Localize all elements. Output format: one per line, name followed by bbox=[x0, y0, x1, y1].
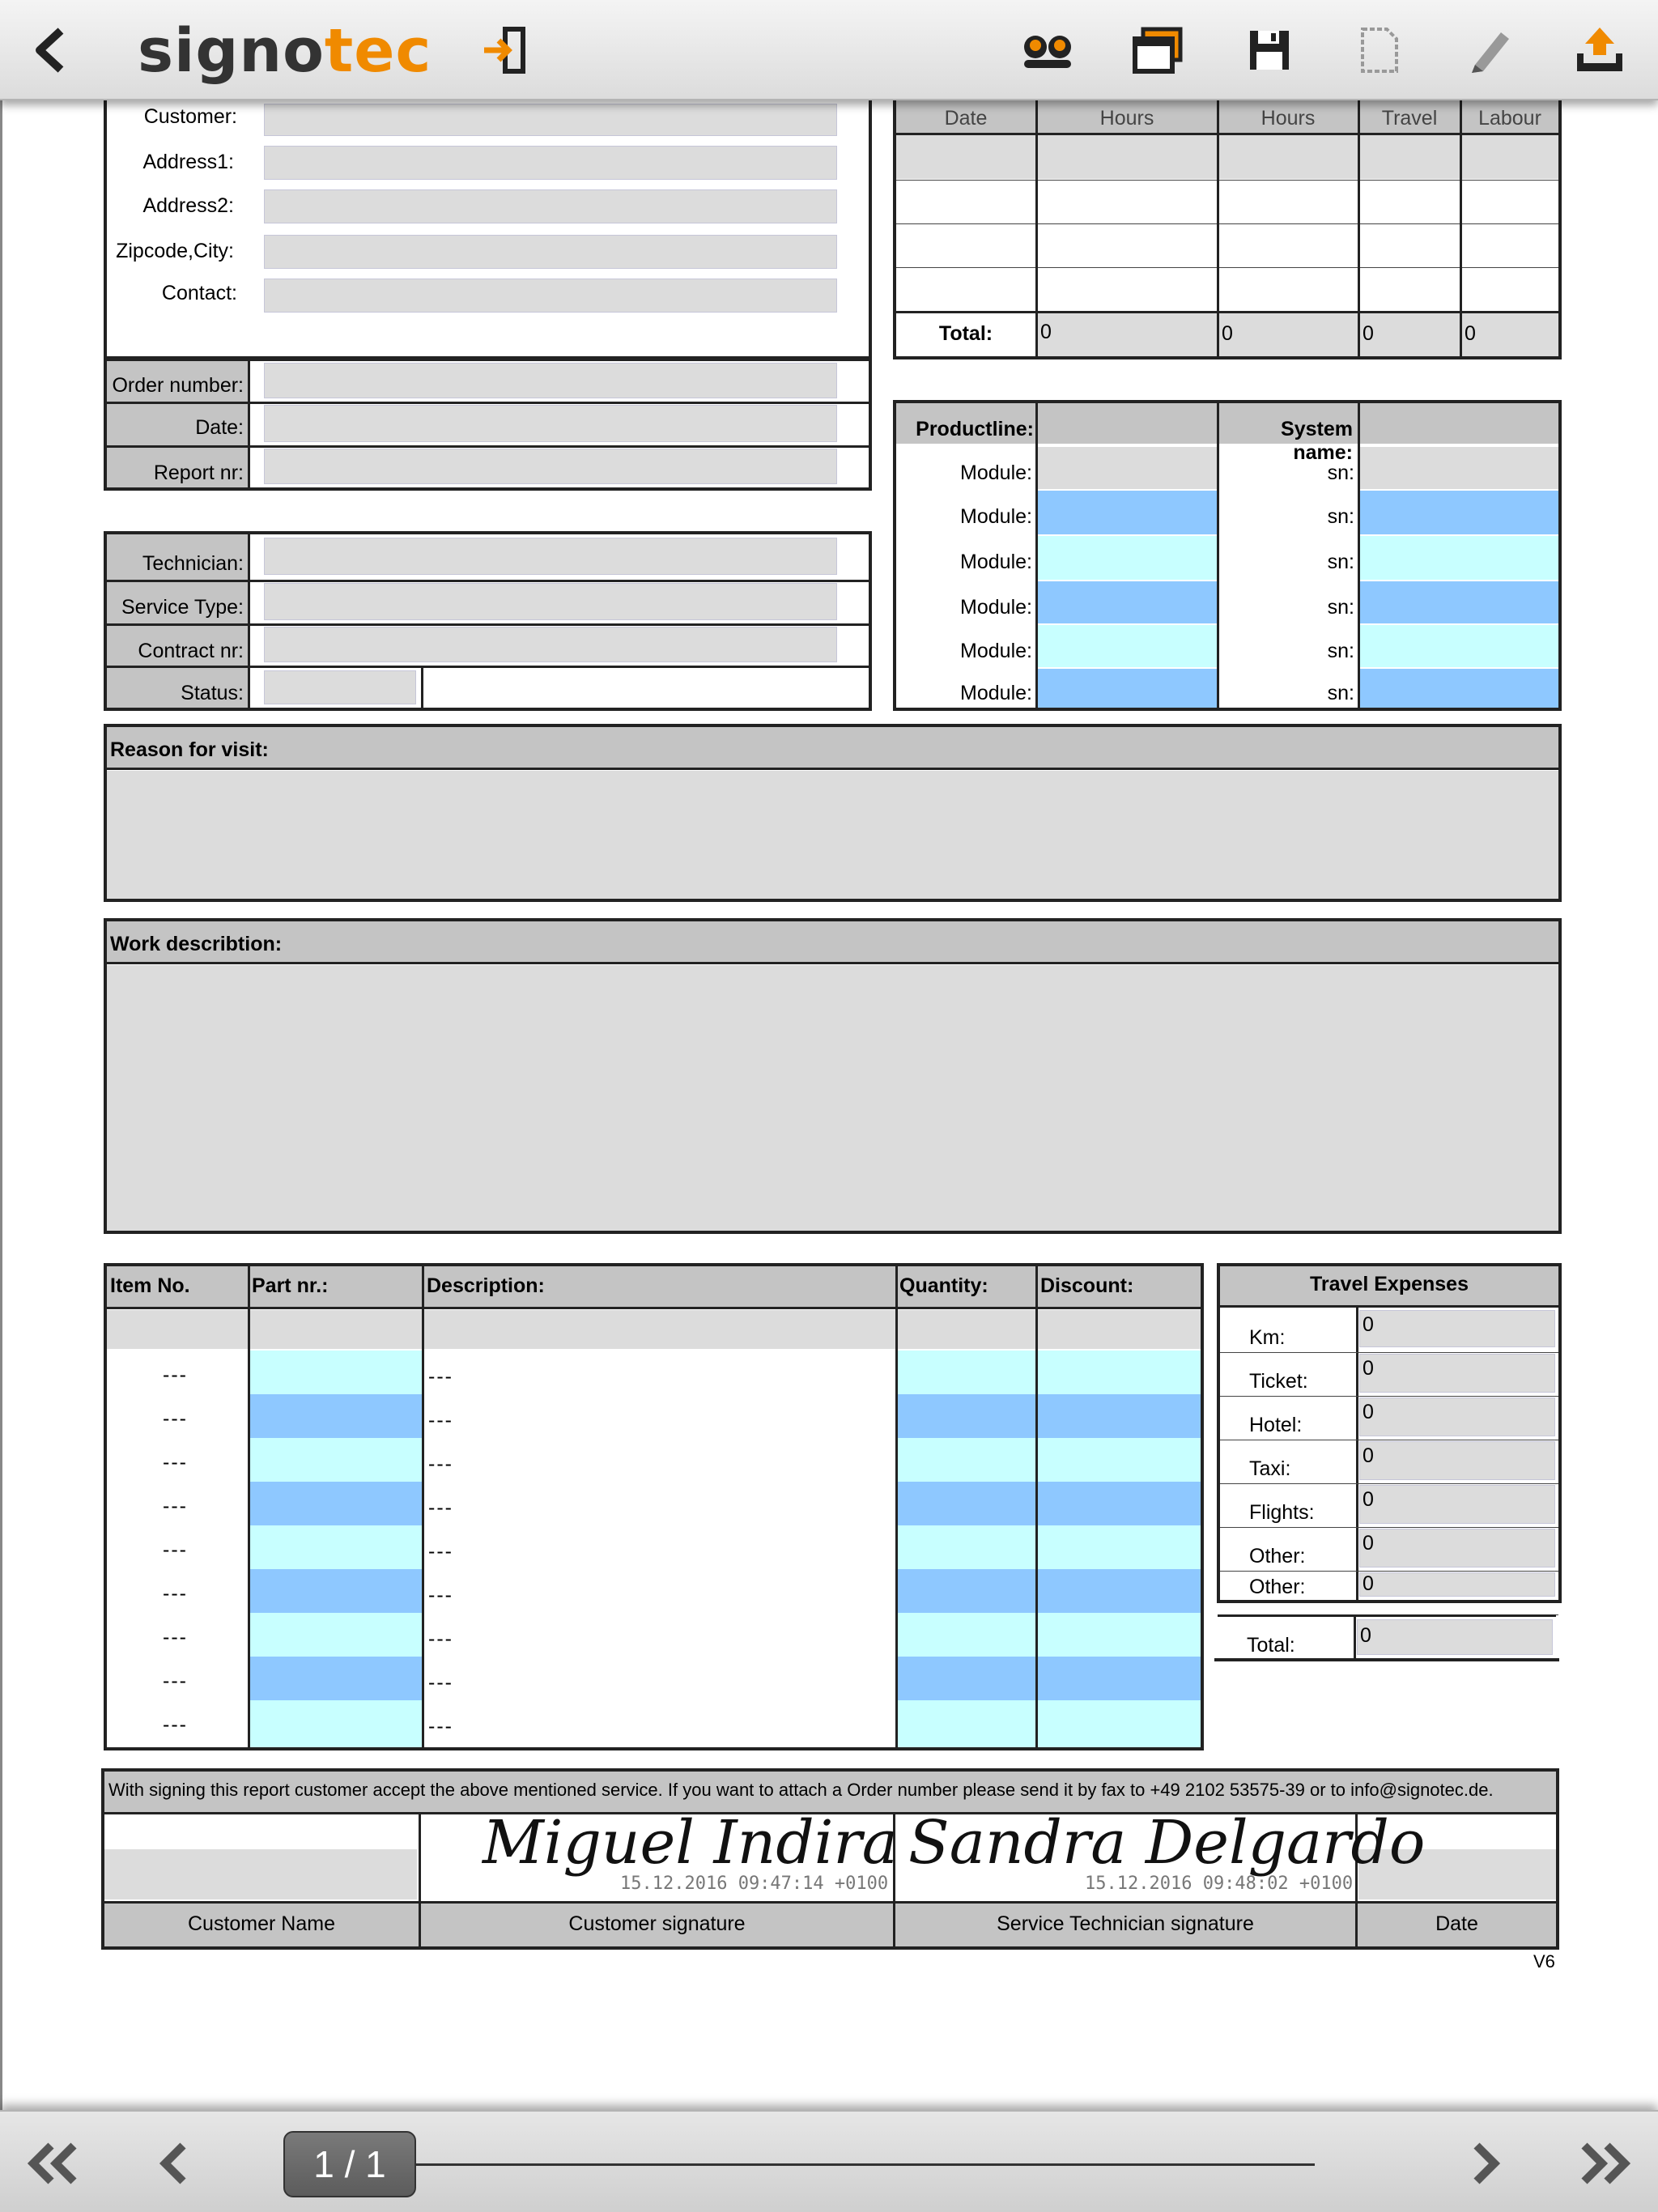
travel-line bbox=[1220, 1352, 1558, 1353]
back-button[interactable] bbox=[18, 18, 83, 83]
order-number-label: Order number: bbox=[112, 374, 244, 397]
system-name-label: System name: bbox=[1281, 418, 1353, 464]
description-placeholder: --- bbox=[428, 1540, 453, 1563]
travel-ticket-value[interactable]: 0 bbox=[1363, 1357, 1374, 1380]
qty-discount-field[interactable] bbox=[898, 1438, 1201, 1482]
travel-total-value[interactable]: 0 bbox=[1360, 1624, 1371, 1647]
part-nr-field[interactable] bbox=[250, 1482, 422, 1525]
contract-field[interactable] bbox=[264, 627, 837, 662]
service-type-label: Service Type: bbox=[121, 596, 244, 619]
report-label: Report nr: bbox=[153, 462, 244, 484]
address1-field[interactable] bbox=[264, 146, 837, 180]
signature-notice: With signing this report customer accept the above mentioned service. If you want to attach a Order number please send it by fax to +49 2102 53575-39 or to info@signotec.de. bbox=[108, 1780, 1494, 1800]
part-nr-field[interactable] bbox=[250, 1569, 422, 1613]
module-field[interactable] bbox=[1038, 625, 1217, 667]
last-page-button[interactable] bbox=[1574, 2131, 1639, 2196]
items-header-description: Description: bbox=[427, 1274, 545, 1297]
travel-flights-field[interactable] bbox=[1359, 1485, 1555, 1524]
description-placeholder: --- bbox=[428, 1365, 453, 1388]
qty-discount-field[interactable] bbox=[898, 1700, 1201, 1747]
sn-field[interactable] bbox=[1360, 669, 1558, 708]
travel-col-line bbox=[1354, 1614, 1356, 1658]
address1-label: Address1: bbox=[142, 151, 234, 173]
part-nr-field[interactable] bbox=[250, 1351, 422, 1394]
module-label: Module: bbox=[960, 640, 1032, 662]
item-no-placeholder: --- bbox=[163, 1582, 188, 1605]
part-nr-field[interactable] bbox=[250, 1613, 422, 1657]
travel-hotel-field[interactable] bbox=[1359, 1397, 1555, 1436]
customer-signature-label: Customer signature bbox=[568, 1912, 746, 1935]
customer-field[interactable] bbox=[264, 104, 837, 136]
hours-header-travel: Travel bbox=[1381, 107, 1438, 130]
travel-km-label: Km: bbox=[1249, 1326, 1286, 1349]
travel-line bbox=[1220, 1527, 1558, 1528]
hours-header-date: Date bbox=[944, 107, 988, 130]
item-no-placeholder: --- bbox=[163, 1670, 188, 1692]
module-label: Module: bbox=[960, 551, 1032, 573]
chevron-left-icon bbox=[30, 26, 70, 74]
productline-label: Productline: bbox=[916, 418, 1034, 440]
windows-button[interactable] bbox=[1125, 18, 1190, 83]
travel-line bbox=[1220, 1571, 1558, 1572]
item-no-placeholder: --- bbox=[163, 1451, 188, 1474]
qty-discount-field[interactable] bbox=[898, 1351, 1201, 1394]
qty-discount-field[interactable] bbox=[898, 1613, 1201, 1657]
support-button[interactable] bbox=[1015, 18, 1080, 83]
reason-field[interactable] bbox=[107, 771, 1558, 899]
technician-label: Technician: bbox=[142, 552, 244, 575]
hours-total-fields bbox=[1037, 313, 1558, 356]
sn-field[interactable] bbox=[1360, 581, 1558, 623]
hours-header-hours: Hours bbox=[1099, 107, 1154, 130]
travel-line bbox=[1218, 1614, 1556, 1617]
work-label: Work describtion: bbox=[107, 921, 1558, 962]
travel-km-value[interactable]: 0 bbox=[1363, 1313, 1374, 1336]
upload-icon bbox=[1574, 26, 1626, 74]
travel-other-field[interactable] bbox=[1359, 1572, 1555, 1597]
module-label: Module: bbox=[960, 462, 1032, 484]
travel-total-label: Total: bbox=[1247, 1634, 1295, 1657]
module-label: Module: bbox=[960, 596, 1032, 619]
part-nr-field[interactable] bbox=[250, 1700, 422, 1747]
qty-discount-field[interactable] bbox=[898, 1569, 1201, 1613]
exit-document-button[interactable] bbox=[473, 18, 538, 83]
reason-label: Reason for visit: bbox=[107, 727, 1558, 768]
travel-other-field[interactable] bbox=[1359, 1529, 1555, 1568]
travel-line bbox=[1220, 1483, 1558, 1484]
item-no-placeholder: --- bbox=[163, 1626, 188, 1648]
sn-field[interactable] bbox=[1360, 536, 1558, 580]
sign-button[interactable] bbox=[1457, 18, 1522, 83]
upload-button[interactable] bbox=[1567, 18, 1632, 83]
travel-line bbox=[1220, 1305, 1558, 1308]
module-field[interactable] bbox=[1038, 669, 1217, 708]
order-row-line bbox=[107, 445, 869, 448]
zipcode-field[interactable] bbox=[264, 235, 837, 269]
status-field[interactable] bbox=[264, 670, 416, 704]
item-no-placeholder: --- bbox=[163, 1495, 188, 1517]
description-placeholder: --- bbox=[428, 1453, 453, 1475]
contract-label: Contract nr: bbox=[138, 640, 244, 662]
signotec-logo: signotec bbox=[138, 16, 432, 86]
work-line bbox=[107, 962, 1558, 964]
windows-icon bbox=[1132, 26, 1184, 74]
part-nr-field[interactable] bbox=[250, 1657, 422, 1700]
contact-label: Contact: bbox=[161, 282, 237, 304]
travel-total-field[interactable] bbox=[1357, 1619, 1553, 1655]
pen-icon bbox=[1465, 26, 1514, 74]
sn-field[interactable] bbox=[1360, 625, 1558, 667]
previous-page-button[interactable] bbox=[141, 2131, 206, 2196]
item-no-placeholder: --- bbox=[163, 1713, 188, 1736]
module-field[interactable] bbox=[1038, 581, 1217, 623]
sn-field[interactable] bbox=[1360, 491, 1558, 534]
items-header-quantity: Quantity: bbox=[899, 1274, 988, 1297]
version-label: V6 bbox=[1533, 1951, 1555, 1972]
address2-field[interactable] bbox=[264, 189, 837, 223]
description-placeholder: --- bbox=[428, 1627, 453, 1650]
date-label: Date: bbox=[195, 416, 244, 439]
sn-label: sn: bbox=[1327, 640, 1354, 662]
qty-discount-field[interactable] bbox=[898, 1657, 1201, 1700]
date-footer-label: Date bbox=[1435, 1912, 1478, 1935]
floppy-disk-icon bbox=[1247, 28, 1292, 73]
hours-header-hours: Hours bbox=[1261, 107, 1316, 130]
headset-users-icon bbox=[1021, 28, 1074, 73]
items-col-line bbox=[422, 1266, 424, 1747]
tech-row-line bbox=[107, 666, 869, 668]
module-label: Module: bbox=[960, 505, 1032, 528]
status-label: Status: bbox=[181, 682, 244, 704]
travel-hotel-value[interactable]: 0 bbox=[1363, 1401, 1374, 1423]
items-col-line bbox=[1035, 1266, 1038, 1747]
hours-header-labour: Labour bbox=[1478, 107, 1541, 130]
items-header-part-nr: Part nr.: bbox=[252, 1274, 329, 1297]
travel-bottom-border bbox=[1214, 1658, 1559, 1661]
travel-km-field[interactable] bbox=[1359, 1310, 1555, 1347]
date-field[interactable] bbox=[264, 405, 837, 442]
part-nr-field[interactable] bbox=[250, 1394, 422, 1438]
tech-row-line bbox=[107, 580, 869, 582]
service-type-field[interactable] bbox=[264, 583, 837, 620]
module-field[interactable] bbox=[1038, 536, 1217, 580]
reason-line bbox=[107, 768, 1558, 770]
hours-col-line bbox=[1460, 100, 1462, 356]
travel-flights-label: Flights: bbox=[1249, 1501, 1315, 1524]
travel-expenses-title: Travel Expenses bbox=[1310, 1273, 1469, 1295]
sn-label: sn: bbox=[1327, 505, 1354, 528]
chevron-left-icon bbox=[155, 2139, 191, 2188]
work-field[interactable] bbox=[107, 965, 1558, 1231]
sn-label: sn: bbox=[1327, 682, 1354, 704]
hours-col-line bbox=[1035, 100, 1038, 356]
description-placeholder: --- bbox=[428, 1496, 453, 1519]
item-no-placeholder: --- bbox=[163, 1538, 188, 1561]
customer-name-field[interactable] bbox=[104, 1849, 417, 1899]
travel-other-value[interactable]: 0 bbox=[1363, 1532, 1374, 1555]
bottom-pager-bar bbox=[0, 2110, 1658, 2212]
document-button[interactable] bbox=[1347, 18, 1412, 83]
hours-col-line bbox=[1358, 100, 1360, 356]
travel-taxi-label: Taxi: bbox=[1249, 1457, 1291, 1480]
status-divider bbox=[421, 667, 423, 708]
page-slider[interactable] bbox=[416, 2163, 1315, 2166]
customer-signature[interactable]: Miguel Indira bbox=[483, 1808, 898, 1878]
hours-col-line bbox=[1217, 100, 1219, 356]
exit-door-icon bbox=[479, 24, 531, 76]
module-label: Module: bbox=[960, 682, 1032, 704]
page-indicator[interactable]: 1 / 1 bbox=[283, 2131, 416, 2197]
qty-discount-field[interactable] bbox=[898, 1525, 1201, 1569]
hours-total-4[interactable]: 0 bbox=[1465, 322, 1476, 345]
part-nr-field[interactable] bbox=[250, 1438, 422, 1482]
order-divider bbox=[248, 361, 250, 487]
travel-line bbox=[1220, 1396, 1558, 1397]
hours-total-1[interactable]: 0 bbox=[1040, 321, 1052, 343]
customer-label: Customer: bbox=[143, 105, 237, 128]
double-chevron-left-icon bbox=[23, 2139, 80, 2188]
customer-box bbox=[104, 100, 872, 359]
technician-signature-label: Service Technician signature bbox=[997, 1912, 1254, 1935]
travel-hotel-label: Hotel: bbox=[1249, 1414, 1303, 1436]
description-placeholder: --- bbox=[428, 1671, 453, 1694]
customer-signature-timestamp: 15.12.2016 09:47:14 +0100 bbox=[620, 1874, 889, 1894]
travel-ticket-label: Ticket: bbox=[1249, 1370, 1308, 1393]
double-chevron-right-icon bbox=[1578, 2139, 1635, 2188]
technician-field[interactable] bbox=[264, 538, 837, 575]
items-header-discount: Discount: bbox=[1040, 1274, 1134, 1297]
qty-discount-field[interactable] bbox=[898, 1482, 1201, 1525]
travel-taxi-value[interactable]: 0 bbox=[1363, 1444, 1374, 1467]
save-button[interactable] bbox=[1237, 18, 1302, 83]
hours-total-2[interactable]: 0 bbox=[1222, 322, 1233, 345]
travel-other-value[interactable]: 0 bbox=[1363, 1572, 1374, 1595]
sn-label: sn: bbox=[1327, 462, 1354, 484]
travel-taxi-field[interactable] bbox=[1359, 1441, 1555, 1480]
part-nr-field[interactable] bbox=[250, 1525, 422, 1569]
order-row-line bbox=[107, 402, 869, 404]
address2-label: Address2: bbox=[142, 194, 234, 217]
next-page-button[interactable] bbox=[1454, 2131, 1519, 2196]
travel-other-label: Other: bbox=[1249, 1576, 1306, 1598]
travel-flights-value[interactable]: 0 bbox=[1363, 1488, 1374, 1511]
item-no-placeholder: --- bbox=[163, 1363, 188, 1386]
qty-discount-field[interactable] bbox=[898, 1394, 1201, 1438]
tech-row-line bbox=[107, 623, 869, 626]
top-toolbar bbox=[0, 0, 1658, 100]
module-field[interactable] bbox=[1038, 447, 1217, 489]
technician-signature-timestamp: 15.12.2016 09:48:02 +0100 bbox=[1085, 1874, 1354, 1894]
tech-divider bbox=[248, 534, 250, 708]
description-placeholder: --- bbox=[428, 1584, 453, 1606]
hours-total-label: Total: bbox=[938, 322, 993, 345]
zipcode-label: Zipcode,City: bbox=[116, 240, 234, 262]
items-col-line bbox=[895, 1266, 898, 1747]
order-number-field[interactable] bbox=[264, 363, 837, 398]
sn-label: sn: bbox=[1327, 551, 1354, 573]
item-no-placeholder: --- bbox=[163, 1407, 188, 1430]
hours-total-3[interactable]: 0 bbox=[1363, 322, 1374, 345]
items-header-item-no: Item No. bbox=[110, 1274, 190, 1297]
chevron-right-icon bbox=[1469, 2139, 1504, 2188]
description-placeholder: --- bbox=[428, 1715, 453, 1738]
sn-label: sn: bbox=[1327, 596, 1354, 619]
contact-field[interactable] bbox=[264, 279, 837, 313]
first-page-button[interactable] bbox=[19, 2131, 84, 2196]
technician-signature[interactable]: Sandra Delgardo bbox=[908, 1808, 1426, 1878]
customer-name-label: Customer Name bbox=[188, 1912, 335, 1935]
module-field[interactable] bbox=[1038, 491, 1217, 534]
sn-field[interactable] bbox=[1360, 447, 1558, 489]
document-icon bbox=[1359, 26, 1400, 74]
description-placeholder: --- bbox=[428, 1409, 453, 1431]
report-field[interactable] bbox=[264, 449, 837, 484]
travel-ticket-field[interactable] bbox=[1359, 1354, 1555, 1393]
travel-other-label: Other: bbox=[1249, 1545, 1306, 1568]
items-col-line bbox=[248, 1266, 250, 1747]
